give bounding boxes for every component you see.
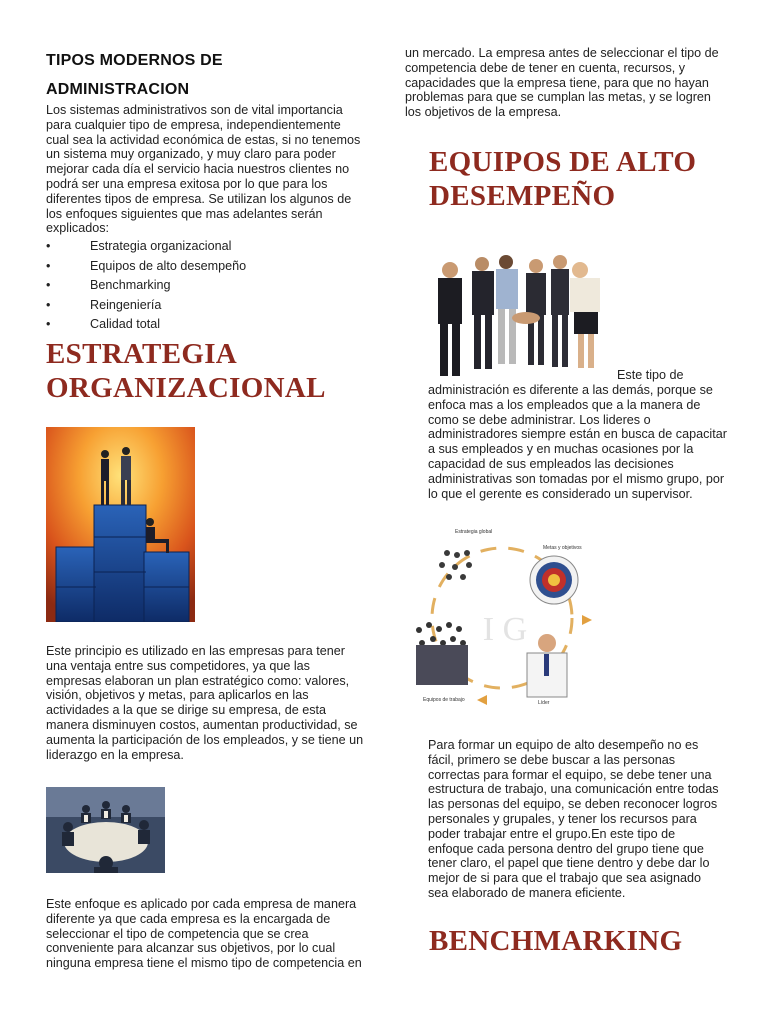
intro-paragraph: Los sistemas administrativos son de vital importancia para cualquier tipo de empresa, independientemente cual sea la actividad económica de estas, si no tenemos un sistema muy organizado, y muy claro para poder mejorar cada día el servicio hacia nuestros clientes no podrá ser una empresa exitosa por lo que para los diferentes tipos de empresa. Se utilizan los algunos de los enfoques siguientes que mas adelantes serán explicados: bbox=[46, 103, 361, 236]
main-title-line1: TIPOS MODERNOS DE bbox=[46, 52, 223, 69]
section-heading-line: ESTRATEGIA bbox=[46, 338, 238, 370]
list-item: • Reingeniería bbox=[46, 296, 346, 316]
section-heading-line: DESEMPEÑO bbox=[429, 180, 616, 212]
team-paragraph-lead: Este tipo de bbox=[617, 368, 684, 382]
section-heading-line: EQUIPOS DE ALTO bbox=[429, 146, 697, 178]
continuation-paragraph: un mercado. La empresa antes de seleccionar el tipo de competencia debe de tener en cuenta, recursos, y capacidades que la empresa tiene, para que no hayan problemas para que se cumplan las metas, y se logren los objetivos de la empresa. bbox=[405, 46, 719, 120]
svg-text:I G: I G bbox=[482, 611, 528, 648]
section-heading-benchmarking: BENCHMARKING bbox=[429, 925, 683, 957]
competition-paragraph: Este enfoque es aplicado por cada empresa de manera diferente ya que cada empresa es la encargada de seleccionar el tipo de competencia que se crea conveniente para alcanzar sus objetivos, por lo cual ninguna empresa tiene el mismo tipo de competencia en bbox=[46, 897, 362, 971]
main-title-line2: ADMINISTRACION bbox=[46, 81, 190, 98]
diagram-label-teams: Equipos de trabajo bbox=[423, 697, 465, 703]
list-item: • Equipos de alto desempeño bbox=[46, 257, 346, 277]
diagram-label-goals: Metas y objetivos bbox=[543, 545, 582, 551]
section-heading-equipos bbox=[429, 145, 749, 213]
section-heading-line: ORGANIZACIONAL bbox=[46, 372, 326, 404]
team-cycle-diagram bbox=[407, 525, 597, 712]
list-item: • Calidad total bbox=[46, 315, 346, 335]
strategy-image bbox=[46, 427, 195, 622]
diagram-label-strategy: Estrategia global bbox=[455, 529, 493, 535]
approaches-list bbox=[46, 237, 346, 335]
team-image bbox=[430, 244, 615, 382]
strategy-paragraph: Este principio es utilizado en las empresas para tener una ventaja entre sus competidores, ya que las empresas elaboran un plan estratégico como: valores, visión, objetivos y metas, para aplicarlos en las actividades a la que se dirige su empresa, de esta manera disminuyen costos, aumentan productividad, se aumenta la participación de los empleados, y se tiene un liderazgo en la empresa. bbox=[46, 644, 364, 762]
meeting-image bbox=[46, 787, 165, 873]
list-item: • Benchmarking bbox=[46, 276, 346, 296]
main-title bbox=[46, 46, 346, 104]
list-item: • Estrategia organizacional bbox=[46, 237, 346, 257]
section-heading-estrategia bbox=[46, 337, 366, 405]
team-formation-paragraph: Para formar un equipo de alto desempeño no es fácil, primero se debe buscar a las personas correctas para formar el equipo, se debe tener una estructura de trabajo, una comunicación entre todas las personas del equipo, se deben reconocer logros personales y grupales, y tener los recursos para poder trabajar entre el grupo.En este tipo de enfoque cada persona dentro del grupo tiene que tener claro, el papel que tiene dentro y debe dar lo mejor de si para que el trabajo que sea asignado sea elaborado de manera eficiente. bbox=[428, 738, 719, 900]
team-paragraph: administración es diferente a las demás, porque se enfoca mas a los empleados que a la manera de como se debe administrar. Los lideres o administradores siempre están en busca de capacitar a sus empleados y en muchas ocasiones por la capacidad de sus empleados las decisiones administrativas son tomadas por el mismo grupo, por lo que el gerente es considerado un supervisor. bbox=[428, 383, 727, 501]
diagram-label-leader: Líder bbox=[538, 700, 550, 706]
